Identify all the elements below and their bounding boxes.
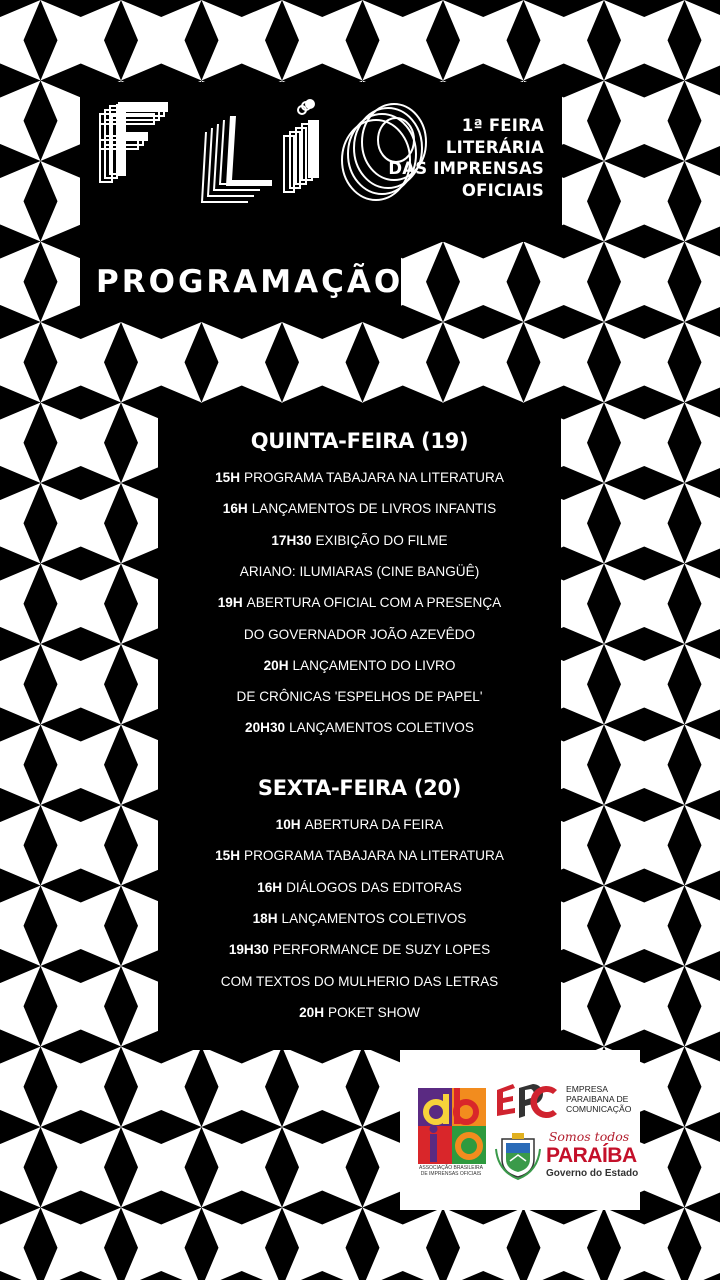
star-tile bbox=[443, 1208, 524, 1280]
star-tile bbox=[41, 966, 122, 1047]
page-title: PROGRAMAÇÃO bbox=[96, 264, 404, 300]
star-tile bbox=[41, 805, 122, 886]
schedule-line bbox=[158, 499, 561, 519]
star-tile bbox=[0, 966, 41, 1047]
star-tile bbox=[524, 0, 605, 81]
star-tile bbox=[604, 805, 685, 886]
star-tile bbox=[685, 161, 720, 242]
star-tile bbox=[524, 242, 605, 323]
schedule-time: 10H bbox=[275, 817, 301, 832]
star-tile bbox=[202, 0, 283, 81]
star-tile bbox=[41, 322, 122, 403]
schedule-time: 20H bbox=[263, 657, 289, 673]
schedule-time: 16H bbox=[257, 879, 283, 895]
schedule-line bbox=[158, 718, 561, 738]
star-tile bbox=[685, 966, 720, 1047]
star-tile bbox=[604, 483, 685, 564]
paraiba-coat-of-arms-icon bbox=[494, 1131, 542, 1181]
star-tile bbox=[604, 886, 685, 967]
star-tile bbox=[202, 322, 283, 403]
star-tile bbox=[604, 966, 685, 1047]
star-tile bbox=[282, 1127, 363, 1208]
star-tile bbox=[685, 483, 720, 564]
star-tile bbox=[0, 483, 41, 564]
star-tile bbox=[685, 403, 720, 484]
star-tile bbox=[282, 1047, 363, 1128]
star-tile bbox=[41, 403, 122, 484]
star-tile bbox=[604, 322, 685, 403]
schedule-line bbox=[158, 625, 561, 645]
star-tile bbox=[604, 81, 685, 162]
star-tile bbox=[41, 725, 122, 806]
epc-name bbox=[566, 1084, 631, 1114]
star-tile bbox=[41, 1208, 122, 1280]
star-tile bbox=[121, 1208, 202, 1280]
schedule-event: ABERTURA DA FEIRA bbox=[304, 817, 444, 832]
schedule-time: 19H bbox=[217, 595, 243, 611]
schedule-time: 20H30 bbox=[245, 720, 286, 736]
star-tile bbox=[121, 1127, 202, 1208]
abio-caption-line: DE IMPRENSAS OFICIAIS bbox=[420, 1171, 482, 1177]
star-tile bbox=[202, 1127, 283, 1208]
flio-letter-i bbox=[284, 124, 312, 192]
star-tile bbox=[443, 322, 524, 403]
schedule-time: 20H bbox=[299, 1004, 325, 1020]
schedule-line bbox=[158, 940, 561, 960]
schedule-time: 16H bbox=[222, 501, 248, 517]
star-tile bbox=[363, 322, 444, 403]
pb-slogan: Somos todos bbox=[548, 1129, 630, 1144]
schedule-line bbox=[158, 972, 561, 992]
schedule-line bbox=[158, 1003, 561, 1023]
star-tile bbox=[604, 644, 685, 725]
star-tile bbox=[0, 322, 41, 403]
schedule-event: COM TEXTOS DO MULHERIO DAS LETRAS bbox=[220, 973, 499, 989]
epc-line: COMUNICAÇÃO bbox=[566, 1104, 632, 1114]
star-tile bbox=[604, 403, 685, 484]
star-tile bbox=[0, 1208, 41, 1280]
schedule-line bbox=[158, 846, 561, 866]
star-tile bbox=[604, 564, 685, 645]
star-tile bbox=[0, 886, 41, 967]
star-tile bbox=[0, 644, 41, 725]
star-tile bbox=[685, 1047, 720, 1128]
star-tile bbox=[121, 1047, 202, 1128]
abio-caption-line: ASSOCIAÇÃO BRASILEIRA bbox=[419, 1165, 483, 1171]
star-tile bbox=[0, 725, 41, 806]
fair-line: DAS IMPRENSAS bbox=[388, 159, 544, 178]
schedule-line bbox=[158, 687, 561, 707]
star-tile bbox=[0, 1127, 41, 1208]
star-tile bbox=[41, 0, 122, 81]
star-tile bbox=[282, 0, 363, 81]
schedule-time: 19H30 bbox=[228, 942, 269, 958]
schedule-event: DE CRÔNICAS 'ESPELHOS DE PAPEL' bbox=[236, 689, 483, 705]
fair-subtitle bbox=[344, 115, 544, 201]
star-tile bbox=[604, 1208, 685, 1280]
star-tile bbox=[202, 1047, 283, 1128]
star-tile bbox=[363, 0, 444, 81]
star-tile bbox=[685, 322, 720, 403]
star-tile bbox=[685, 0, 720, 81]
star-tile bbox=[41, 886, 122, 967]
schedule-event: PROGRAMA TABAJARA NA LITERATURA bbox=[244, 470, 504, 485]
star-tile bbox=[685, 725, 720, 806]
star-tile bbox=[685, 564, 720, 645]
schedule-event: ABERTURA OFICIAL COM A PRESENÇA bbox=[246, 595, 502, 611]
star-tile bbox=[0, 403, 41, 484]
star-tile bbox=[0, 805, 41, 886]
star-tile bbox=[604, 725, 685, 806]
star-tile bbox=[685, 805, 720, 886]
star-tile bbox=[0, 242, 41, 323]
flio-letter-f bbox=[100, 106, 164, 182]
star-tile bbox=[41, 1127, 122, 1208]
schedule-event: POKET SHOW bbox=[328, 1004, 420, 1020]
star-tile bbox=[41, 644, 122, 725]
schedule-event: PROGRAMA TABAJARA NA LITERATURA bbox=[244, 848, 504, 864]
schedule-time: 17H30 bbox=[271, 532, 312, 548]
star-tile bbox=[282, 1208, 363, 1280]
star-tile bbox=[0, 0, 41, 81]
epc-line: PARAIBANA DE bbox=[566, 1094, 629, 1104]
schedule-event: DO GOVERNADOR JOÃO AZEVÊDO bbox=[243, 626, 476, 642]
star-tile bbox=[685, 1208, 720, 1280]
epc-line: EMPRESA bbox=[566, 1084, 609, 1094]
star-tile bbox=[0, 564, 41, 645]
star-tile bbox=[121, 0, 202, 81]
star-tile bbox=[604, 0, 685, 81]
star-tile bbox=[524, 322, 605, 403]
schedule-time: 18H bbox=[252, 910, 278, 926]
star-tile bbox=[363, 1208, 444, 1280]
star-tile bbox=[0, 1047, 41, 1128]
day-heading: QUINTA-FEIRA (19) bbox=[250, 429, 469, 453]
star-tile bbox=[604, 242, 685, 323]
day-heading: SEXTA-FEIRA (20) bbox=[257, 776, 462, 800]
schedule-event: ARIANO: ILUMIARAS (CINE BANGÜÊ) bbox=[239, 563, 480, 579]
schedule-event: LANÇAMENTO DO LIVRO bbox=[292, 657, 456, 673]
star-tile bbox=[443, 242, 524, 323]
schedule-line bbox=[158, 878, 561, 898]
star-tile bbox=[41, 564, 122, 645]
star-tile bbox=[524, 1208, 605, 1280]
schedule-event: DIÁLOGOS DAS EDITORAS bbox=[286, 879, 462, 895]
schedule-event: LANÇAMENTOS DE LIVROS INFANTIS bbox=[251, 501, 497, 517]
schedule-line bbox=[158, 562, 561, 582]
schedule-event: LANÇAMENTOS COLETIVOS bbox=[281, 910, 467, 926]
star-tile bbox=[202, 1208, 283, 1280]
fair-line: OFICIAIS bbox=[461, 180, 544, 200]
schedule-line bbox=[158, 656, 561, 676]
fair-line: 1ª FEIRA bbox=[461, 116, 544, 135]
star-tile bbox=[685, 81, 720, 162]
schedule-time: 15H bbox=[215, 470, 241, 485]
star-tile bbox=[41, 1047, 122, 1128]
star-tile bbox=[604, 161, 685, 242]
schedule-event: PERFORMANCE DE SUZY LOPES bbox=[272, 942, 491, 958]
star-tile bbox=[41, 483, 122, 564]
schedule-line bbox=[158, 468, 561, 488]
schedule-event: LANÇAMENTOS COLETIVOS bbox=[289, 720, 474, 736]
star-tile bbox=[685, 886, 720, 967]
star-tile bbox=[0, 161, 41, 242]
schedule-line bbox=[158, 531, 561, 551]
epc-logo bbox=[493, 1080, 563, 1124]
star-tile bbox=[443, 0, 524, 81]
star-tile bbox=[685, 644, 720, 725]
schedule-time: 15H bbox=[215, 848, 241, 864]
star-tile bbox=[685, 1127, 720, 1208]
star-tile bbox=[282, 322, 363, 403]
schedule-line bbox=[158, 593, 561, 613]
star-tile bbox=[0, 81, 41, 162]
abio-caption bbox=[408, 1165, 494, 1177]
pb-government: Governo do Estado bbox=[546, 1168, 639, 1179]
schedule-line bbox=[158, 815, 561, 835]
schedule-line bbox=[158, 909, 561, 929]
star-tile bbox=[685, 242, 720, 323]
schedule-event: EXIBIÇÃO DO FILME bbox=[315, 532, 448, 548]
pb-state-name: PARAÍBA bbox=[546, 1144, 637, 1167]
fair-line: LITERÁRIA bbox=[445, 137, 544, 157]
star-tile bbox=[121, 322, 202, 403]
